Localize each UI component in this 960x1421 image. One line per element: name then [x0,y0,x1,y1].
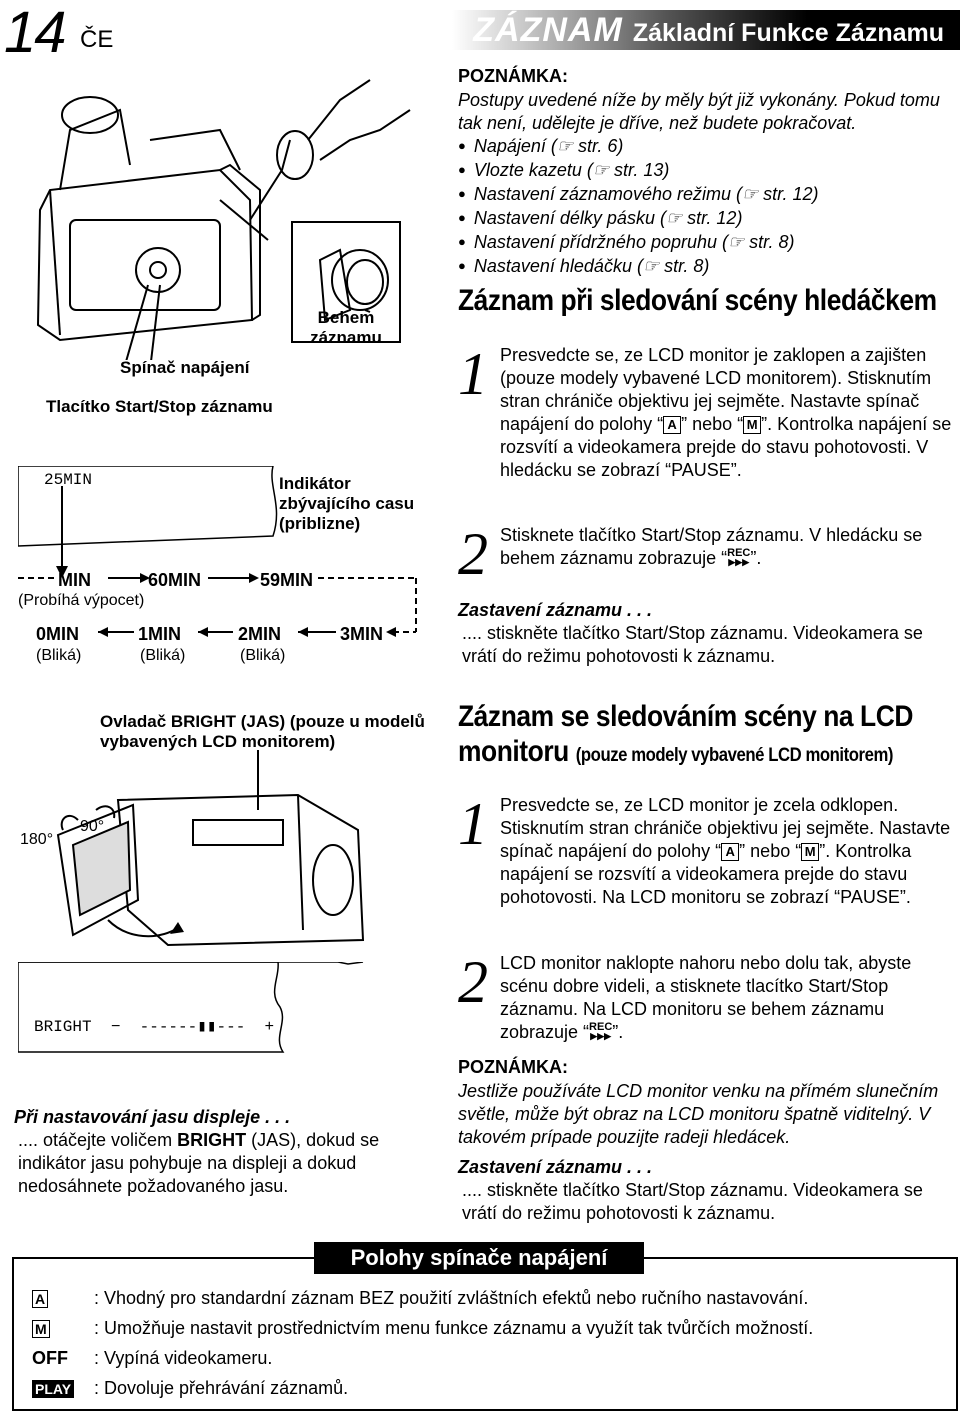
mode-m-icon: M [32,1320,50,1338]
step-number: 1 [458,791,488,857]
step-number: 2 [458,521,488,587]
calculating-note: (Probíhá výpocet) [18,592,145,609]
page-number: 14 [4,0,65,65]
3min-label: 3MIN [340,624,384,644]
viewfinder-step-1: Presvedcte se, ze LCD monitor je zaklopen a zajišten (pouze modely vybavené LCD monitorem). Stisknutím stran chrániče objektivu jej sejměte. Nastavte spínač napájení do polohy “ A ” nebo “ M ”. Kontrolka napájení se rozsvítí a videokamera prejde do stavu pohotovosti. V hledácku se zobrazí “PAUSE”. [500,345,952,480]
mode-m-icon: M [801,843,819,861]
mode-a-icon: A [721,843,739,861]
step-number: 1 [458,341,488,407]
step-number: 2 [458,949,488,1015]
section-subtitle: Základní Funkce Záznamu [632,19,944,47]
power-switch-label: Spínač napájení [120,358,250,377]
mode-off-label: OFF [32,1348,68,1368]
1min-label: 1MIN [138,624,182,644]
power-position-row: OFF : Vypíná videokameru. [32,1348,273,1368]
power-position-row: PLAY : Dovoluje přehrávání záznamů. [32,1377,348,1400]
mode-a-icon: A [663,416,681,434]
section-title: ZÁZNAM [473,11,623,49]
2min-label: 2MIN [238,624,282,644]
prerequisite-item: ● Nastavení přídržného popruhu (☞ str. 8) [458,231,818,255]
viewfinder-stop-text: .... stiskněte tlačítko Start/Stop záznamu. Videokamera se vrátí do režimu pohotovosti k záznamu. [462,623,923,666]
59min-label: 59MIN [260,570,314,590]
prerequisite-item: ● Napájení (☞ str. 6) [458,135,818,159]
rec-icon: REC ▶▶▶ [727,547,751,567]
lcd-step-1: Presvedcte se, ze LCD monitor je zcela odklopen. Stisknutím stran chrániče objektivu jej sejměte. Nastavte spínač napájení do polohy “ A ” nebo “ M ”. Kontrolka napájení se rozsvítí a videokamera prejde do stavu pohotovosti. Na LCD monitoru se zobrazí “PAUSE”. [500,795,951,907]
0min-label: 0MIN [36,624,80,644]
lcd-title-note: (pouze modely vybavené LCD monitorem) [575,745,894,766]
power-position-row: M : Umožňuje nastavit prostřednictvím menu funkce záznamu a využít tak tvůrčích možností. [32,1317,813,1340]
viewfinder-step-2: Stisknete tlačítko Start/Stop záznamu. V hledácku se behem záznamu zobrazuje “ REC ▶▶▶ ”. [500,525,923,568]
60min-label: 60MIN [148,570,202,590]
lcd-note-heading: POZNÁMKA: [458,1057,568,1077]
blink-note-0: (Bliká) [36,647,82,664]
note-heading: POZNÁMKA: [458,66,568,86]
prerequisite-item: ● Nastavení délky pásku (☞ str. 12) [458,207,818,231]
during-recording-label: Behem záznamu [310,308,382,347]
prerequisite-item: ● Nastavení hledáčku (☞ str. 8) [458,255,818,279]
bright-display-frame [18,962,428,1057]
prerequisite-item: ● Nastavení záznamového režimu (☞ str. 12) [458,183,818,207]
mode-a-icon: A [32,1290,48,1308]
blink-note-1: (Bliká) [140,647,186,664]
note-intro: Postupy uvedené níže by měly být již vykonány. Pokud tomu tak není, udělejte je dříve, než budete pokračovat. [458,90,940,133]
prerequisite-item: ● Vlozte kazetu (☞ str. 13) [458,159,818,183]
bright-adjust-heading: Při nastavování jasu displeje . . . [14,1107,291,1127]
rec-icon: REC ▶▶▶ [589,1021,613,1041]
angle-180-label: 180° [20,831,54,848]
lcd-camcorder-illustration [18,750,428,950]
viewfinder-section-title: Záznam při sledování scény hledáčkem [458,284,937,317]
mode-play-icon: PLAY [32,1380,74,1398]
bright-adjust-text: .... otáčejte voličem BRIGHT (JAS), dokud se indikátor jasu pohybuje na displeji a dokud nedosáhnete požadovaného jasu. [18,1130,380,1196]
header-title [473,10,944,50]
viewfinder-stop-heading: Zastavení záznamu . . . [458,600,653,620]
power-position-row: A : Vhodný pro standardní záznam BEZ použití zvláštních efektů nebo ručního nastavování. [32,1287,808,1310]
mode-m-icon: M [743,416,761,434]
prerequisite-list [458,135,818,279]
blink-note-2: (Bliká) [240,647,286,664]
language-code: ČE [80,26,114,53]
power-positions-title: Polohy spínače napájení [314,1242,644,1274]
bright-display-readout: BRIGHT − ------▮▮--- + [34,1018,275,1036]
lcd-note-text: Jestliže používáte LCD monitor venku na přímém slunečním světle, může být obraz na LCD monitoru špatně viditelný. V takovém prípade pouzijte radeji hledácek. [458,1081,939,1147]
remaining-time-label: Indikátor zbývajícího casu (priblizne) [279,474,415,533]
bright-control-label: Ovladač BRIGHT (JAS) (pouze u modelů vybavených LCD monitorem) [100,712,425,751]
lcd-stop-text: .... stiskněte tlačítko Start/Stop záznamu. Videokamera se vrátí do režimu pohotovosti k záznamu. [462,1180,923,1223]
start-stop-label: Tlacítko Start/Stop záznamu [46,397,273,416]
lcd-section-title-2: monitoru (pouze modely vybavené LCD monitorem) [458,735,894,768]
lcd-step-2: LCD monitor naklopte nahoru nebo dolu tak, abyste scénu dobre videli, a stisknete tlacítko Start/Stop záznamu. Na LCD monitoru se behem záznamu zobrazuje “ REC ▶▶▶ ”. [500,953,912,1042]
tape-display-readout: 25MIN [44,471,93,489]
lcd-section-title: Záznam se sledováním scény na LCD [458,700,913,733]
angle-90-label: 90° [80,818,105,835]
lcd-stop-heading: Zastavení záznamu . . . [458,1157,653,1177]
min-label: MIN [58,570,91,590]
